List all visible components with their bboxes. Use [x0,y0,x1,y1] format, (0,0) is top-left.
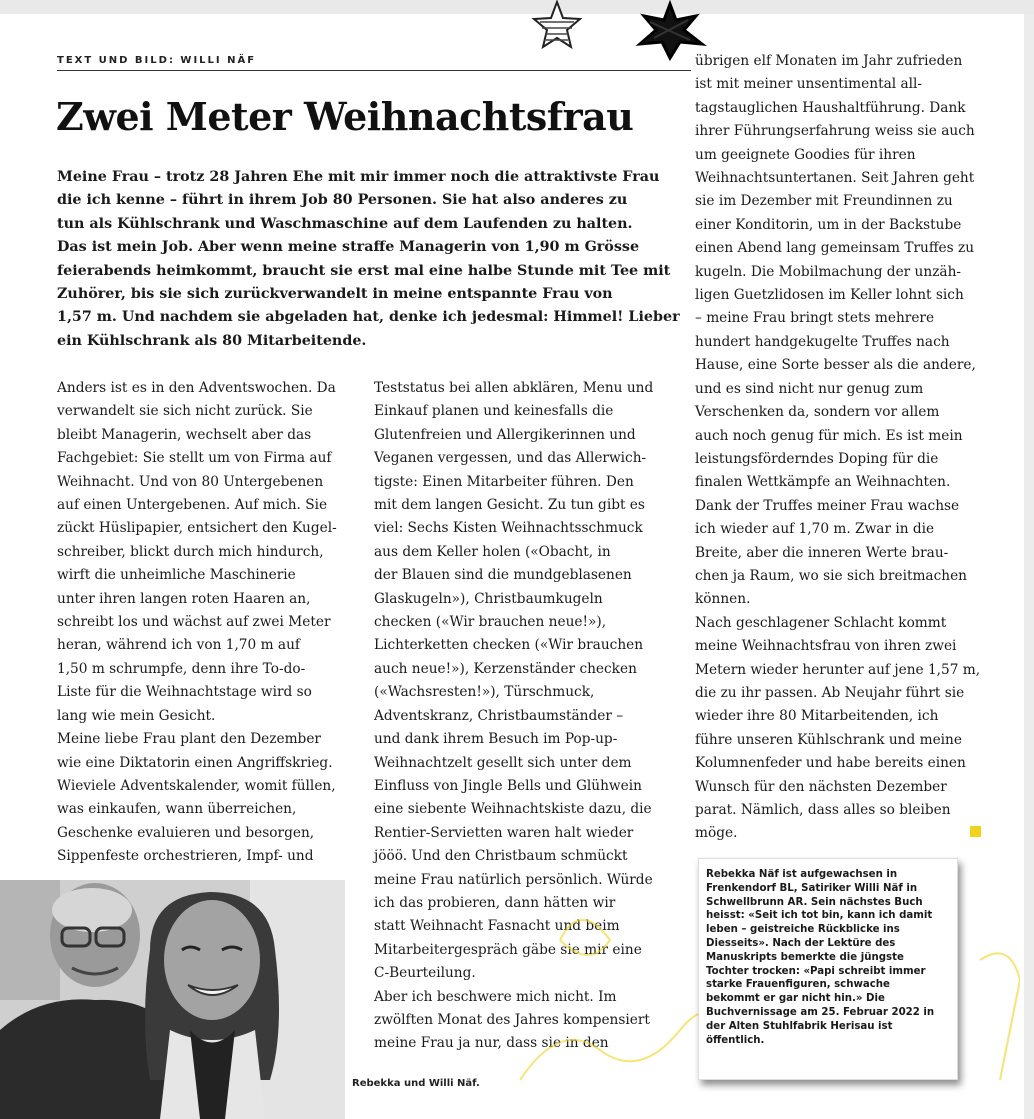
byline-kicker: TEXT UND BILD: WILLI NÄF [57,55,257,66]
text-line: Mitarbeitergespräch gäbe sie mir eine [374,941,642,958]
text-line: heran, während ich von 1,70 m auf [57,637,300,654]
text-line: Glutenfreien und Allergikerinnen und [374,426,636,443]
text-line: eine siebente Weihnachtskiste dazu, die [374,801,652,818]
text-line: und dank ihrem Besuch im Pop-up- [374,731,618,748]
striped-star-icon [534,2,580,47]
text-line: übrigen elf Monaten im Jahr zufrieden [695,53,963,69]
text-line: Nach geschlagener Schlacht kommt [695,614,947,631]
lead-line: ein Kühlschrank als 80 Mitarbeitende. [57,332,367,349]
text-line: Kolumnenfeder und habe bereits einen [695,755,966,772]
text-line: Metern wieder herunter auf jene 1,57 m, [695,661,981,678]
page-edge [1024,14,1034,1119]
text-line: viel: Sechs Kisten Weihnachtsschmuck [374,520,643,537]
lead-paragraph [57,166,697,353]
text-line: 1,50 m schrumpfe, denn ihre To-do- [57,660,306,677]
text-line: zückt Hüslipapier, entsichert den Kugel- [57,520,337,537]
bio-line: heisst: «Seit ich tot bin, kann ich damit [706,910,933,922]
end-of-article-square [970,826,981,837]
article-title: Zwei Meter Weihnachtsfrau [56,94,634,139]
text-line: Sippenfeste orchestrieren, Impf- und [57,848,314,865]
text-line: können. [695,591,751,608]
text-line: Glaskugeln»), Christbaumkugeln [374,590,603,607]
lead-line: 1,57 m. Und nachdem sie abgeladen hat, denke ich jedesmal: Himmel! Lieber [57,309,680,326]
text-line: schreiber, blickt durch mich hindurch, [57,543,324,560]
bio-line: starke Frauenfiguren, schwache [706,979,890,991]
text-line: («Wachsresten!»), Türschmuck, [374,684,595,701]
text-line: Teststatus bei allen abklären, Menu und [374,380,654,396]
text-line: checken («Wir brauchen neue!»), [374,614,607,631]
lead-line: feierabends heimkommt, braucht sie erst mal eine halbe Stunde mit Tee mit [57,262,671,279]
text-line: führe unseren Kühlschrank und meine [695,731,962,748]
text-line: auch noch genug für mich. Es ist mein [695,427,963,444]
text-line: einen Abend lang gemeinsam Truffes zu [695,240,975,257]
text-line: Anders ist es in den Adventswochen. Da [57,380,336,396]
text-line: meine Frau ja nur, dass sie in den [374,1035,609,1052]
top-bar [0,0,1034,14]
text-line: Meine liebe Frau plant den Dezember [57,731,321,748]
text-line: tigste: Einen Mitarbeiter führen. Den [374,473,634,490]
text-line: meine Weihnachtsfrau von ihren zwei [695,638,957,655]
photo-illustration [0,880,345,1119]
text-line: verwandelt sie sich nicht zurück. Sie [57,403,313,420]
text-line: Weihnachtsuntertanen. Seit Jahren geht [695,170,975,187]
text-line: Dank der Truffes meiner Frau wachse [695,497,960,514]
text-line: Wieviele Adventskalender, womit füllen, [57,777,336,794]
bio-line: Rebekka Näf ist aufgewachsen in [706,869,898,880]
text-line: was einkaufen, wann überreichen, [57,801,297,818]
text-line: möge. [695,825,738,842]
text-line: Hause, eine Sorte besser als die andere, [695,357,976,374]
text-line: finalen Wettkämpfe an Weihnachten. [695,474,951,491]
text-line: unter ihren langen roten Haaren an, [57,590,311,607]
text-line: leistungsförderndes Doping für die [695,450,939,467]
text-line: Wunsch für den nächsten Dezember [695,778,947,795]
text-line: und es sind nicht nur genug zum [695,380,924,397]
text-line: Aber ich beschwere mich nicht. Im [374,988,617,1005]
text-line: Rentier-Servietten waren halt wieder [374,824,634,841]
text-line: Weihnacht. Und von 80 Untergebenen [57,473,324,490]
text-line: Liste für die Weihnachtstage wird so [57,684,312,701]
text-line: einer Konditorin, um in der Backstube [695,216,962,233]
text-line: die zu ihr passen. Ab Neujahr führt sie [695,684,965,701]
text-line: Einkauf planen und keinesfalls die [374,403,614,420]
text-line: zwölften Monat des Jahres kompensiert [374,1011,650,1028]
bio-line: Manuskripts bemerkte die jüngste [706,951,904,963]
body-column-1 [57,377,357,869]
body-column-3 [695,50,1015,846]
text-line: Lichterketten checken («Wir brauchen [374,637,644,654]
bio-line: Diesseits». Nach der Lektüre des [706,937,896,949]
text-line: der Blauen sind die mundgeblasenen [374,567,632,584]
bio-line: Schwellbrunn AR. Sein nächstes Buch [706,896,923,908]
text-line: ihrer Führungserfahrung weiss sie auch [695,123,975,140]
text-line: C-Beurteilung. [374,965,476,982]
text-line: mit dem langen Gesicht. Zu tun gibt es [374,497,645,514]
text-line: tagstauglichen Haushaltführung. Dank [695,99,966,116]
text-line: auch neue!»), Kerzenständer checken [374,660,637,677]
text-line: aus dem Keller holen («Obacht, in [374,543,611,560]
lead-line: Zuhörer, bis sie sich zurückverwandelt in meine entspannte Frau von [57,286,613,303]
text-line: schreibt los und wächst auf zwei Meter [57,614,331,631]
text-line: wie eine Diktatorin einen Angriffskrieg. [57,754,333,771]
text-line: parat. Nämlich, dass alles so bleiben [695,802,951,818]
author-bio-text [706,868,954,1047]
text-line: Veganen vergessen, und das Allerwich- [374,450,647,467]
text-line: Fachgebiet: Sie stellt um von Firma auf [57,450,332,467]
text-line: bleibt Managerin, wechselt aber das [57,426,312,443]
text-line: jööö. Und den Christbaum schmückt [374,848,628,865]
text-line: lang wie mein Gesicht. [57,707,216,724]
author-photo [0,880,345,1119]
lead-line: tun als Kühlschrank und Waschmaschine auf dem Laufenden zu halten. [57,215,633,232]
text-line: Verschenken da, sondern vor allem [695,404,940,421]
text-line: Weihnachtzelt gesellt sich unter dem [374,754,632,771]
text-line: wieder ihre 80 Mitarbeitenden, ich [695,708,939,725]
text-line: sie im Dezember mit Freundinnen zu [695,193,953,210]
photo-caption: Rebekka und Willi Näf. [352,1078,480,1089]
text-line: chen ja Raum, wo sie sich breitmachen [695,567,967,584]
text-line: statt Weihnacht Fasnacht und beim [374,918,620,935]
bio-line: Buchvernissage am 25. Februar 2022 in [706,1006,935,1018]
text-line: ich wieder auf 1,70 m. Zwar in die [695,521,935,538]
text-line: Einfluss von Jingle Bells und Glühwein [374,777,642,794]
bio-line: öffentlich. [706,1034,765,1046]
text-line: Adventskranz, Christbaumständer – [374,707,624,724]
bio-line: der Alten Stuhlfabrik Herisau ist [706,1020,893,1032]
text-line: ist mit meiner unsentimental all- [695,76,922,93]
text-line: hundert handgekugelte Truffes nach [695,333,950,350]
lead-line: Das ist mein Job. Aber wenn meine straffe Managerin von 1,90 m Grösse [57,239,640,256]
text-line: kugeln. Die Mobilmachung der unzäh- [695,263,962,280]
bio-line: Tochter trocken: «Papi schreibt immer [706,965,926,977]
header-rule [57,70,691,71]
bio-line: bekommt er gar nicht hin.» Die [706,993,885,1005]
text-line: meine Frau natürlich persönlich. Würde [374,871,653,888]
lead-line: die ich kenne – führt in ihrem Job 80 Personen. Sie hat also anderes zu [57,192,628,209]
bio-line: Frenkendorf BL, Satiriker Willi Näf in [706,882,918,894]
text-line: wirft die unheimliche Maschinerie [57,567,296,584]
scribbled-star-icon [640,4,702,58]
star-decoration [530,0,720,62]
lead-line: Meine Frau – trotz 28 Jahren Ehe mit mir immer noch die attraktivste Frau [57,169,660,185]
text-line: um geeignete Goodies für ihren [695,146,916,163]
text-line: – meine Frau bringt stets mehrere [695,310,935,327]
bio-line: leben – geistreiche Rückblicke ins [706,924,900,936]
text-line: ich das probieren, dann hätten wir [374,894,616,911]
text-line: Breite, aber die inneren Werte brau- [695,544,949,561]
text-line: auf einen Untergebenen. Auf mich. Sie [57,497,328,514]
text-line: ligen Guetzlidosen im Keller lohnt sich [695,287,964,304]
text-line: Geschenke evaluieren und besorgen, [57,824,315,841]
